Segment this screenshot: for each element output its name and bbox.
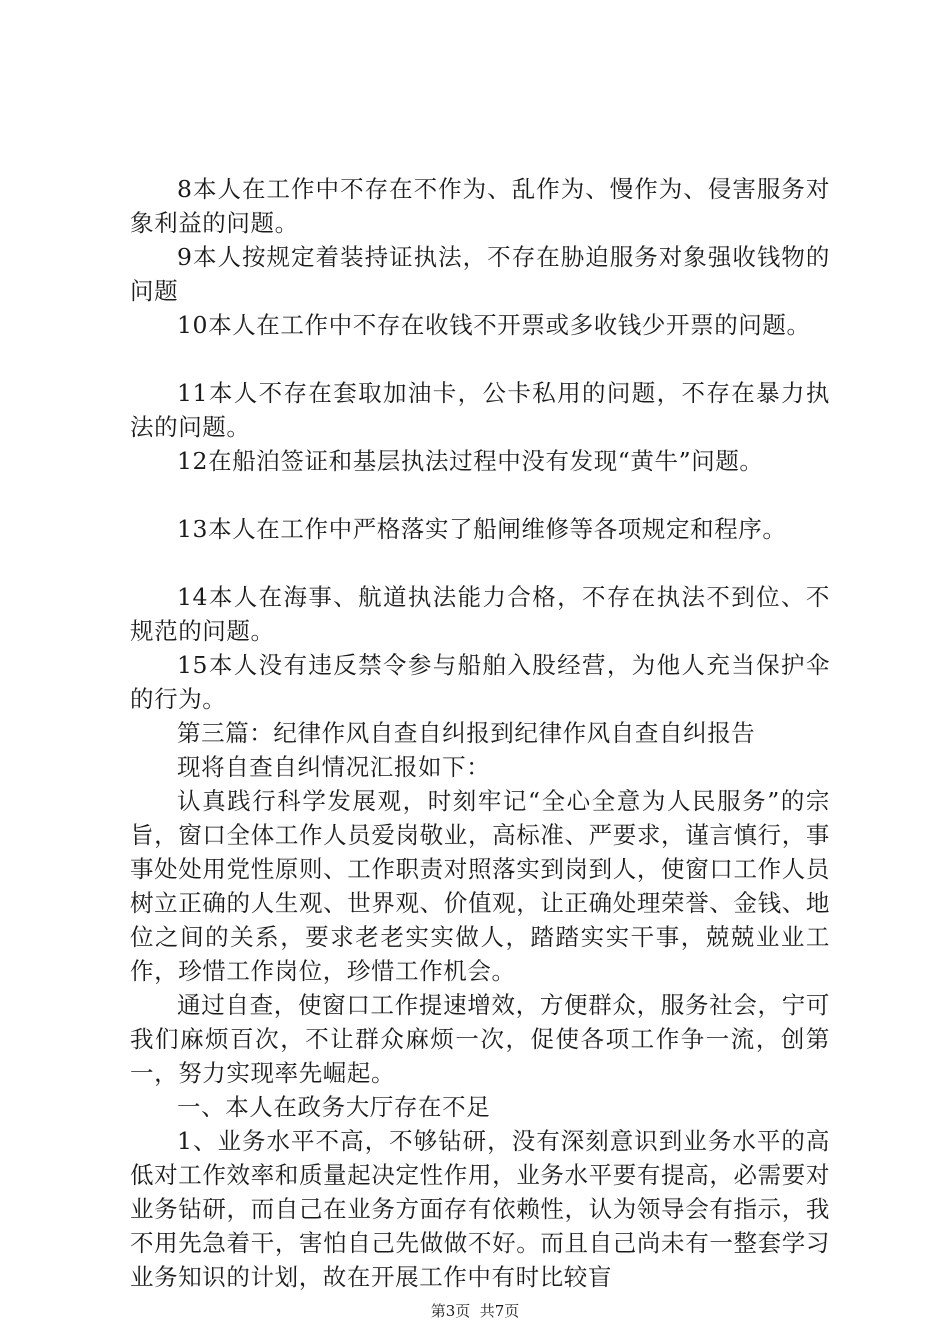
paragraph-item-15: 15本人没有违反禁令参与船舶入股经营，为他人充当保护伞的行为。 bbox=[130, 651, 830, 713]
paragraph-item-11: 11本人不存在套取加油卡，公卡私用的问题，不存在暴力执法的问题。 bbox=[130, 379, 830, 441]
paragraph-item-13: 13本人在工作中严格落实了船闸维修等各项规定和程序。 bbox=[177, 515, 787, 543]
body-paragraph: 认真践行科学发展观，时刻牢记“全心全意为人民服务”的宗旨，窗口全体工作人员爱岗敬业，高标准、严要求，谨言慎行，事事处处用党性原则、工作职责对照落实到岗到人，使窗口工作人员树立正确的人生观、世界观、价值观，让正确处理荣誉、金钱、地位之间的关系，要求老老实实做人，踏踏实实干事，兢兢业业工作，珍惜工作岗位，珍惜工作机会。 bbox=[130, 787, 830, 985]
subsection-heading: 一、本人在政务大厅存在不足 bbox=[177, 1093, 491, 1121]
intro-paragraph: 现将自查自纠情况汇报如下： bbox=[177, 753, 491, 781]
paragraph-item-9: 9本人按规定着装持证执法，不存在胁迫服务对象强收钱物的问题 bbox=[130, 243, 830, 305]
document-body bbox=[130, 172, 830, 1294]
section-heading: 第三篇：纪律作风自查自纠报到纪律作风自查自纠报告 bbox=[177, 719, 756, 747]
paragraph-item-12: 12在船泊签证和基层执法过程中没有发现“黄牛”问题。 bbox=[177, 447, 764, 475]
paragraph-item-8: 8本人在工作中不存在不作为、乱作为、慢作为、侵害服务对象利益的问题。 bbox=[130, 175, 830, 237]
page-footer bbox=[0, 1301, 950, 1321]
body-paragraph: 通过自查，使窗口工作提速增效，方便群众，服务社会，宁可我们麻烦百次，不让群众麻烦一次，促使各项工作争一流，创第一，努力实现率先崛起。 bbox=[130, 991, 830, 1087]
page-number-label: 第3页 共7页 bbox=[430, 1302, 520, 1320]
paragraph-item-10: 10本人在工作中不存在收钱不开票或多收钱少开票的问题。 bbox=[177, 311, 811, 339]
paragraph-item-14: 14本人在海事、航道执法能力合格，不存在执法不到位、不规范的问题。 bbox=[130, 583, 830, 645]
body-paragraph: 1、业务水平不高，不够钻研，没有深刻意识到业务水平的高低对工作效率和质量起决定性作用，业务水平要有提高，必需要对业务钻研，而自己在业务方面存有依赖性，认为领导会有指示，我不用先急着干，害怕自己先做做不好。而且自己尚未有一整套学习业务知识的计划，故在开展工作中有时比较盲 bbox=[130, 1127, 830, 1291]
